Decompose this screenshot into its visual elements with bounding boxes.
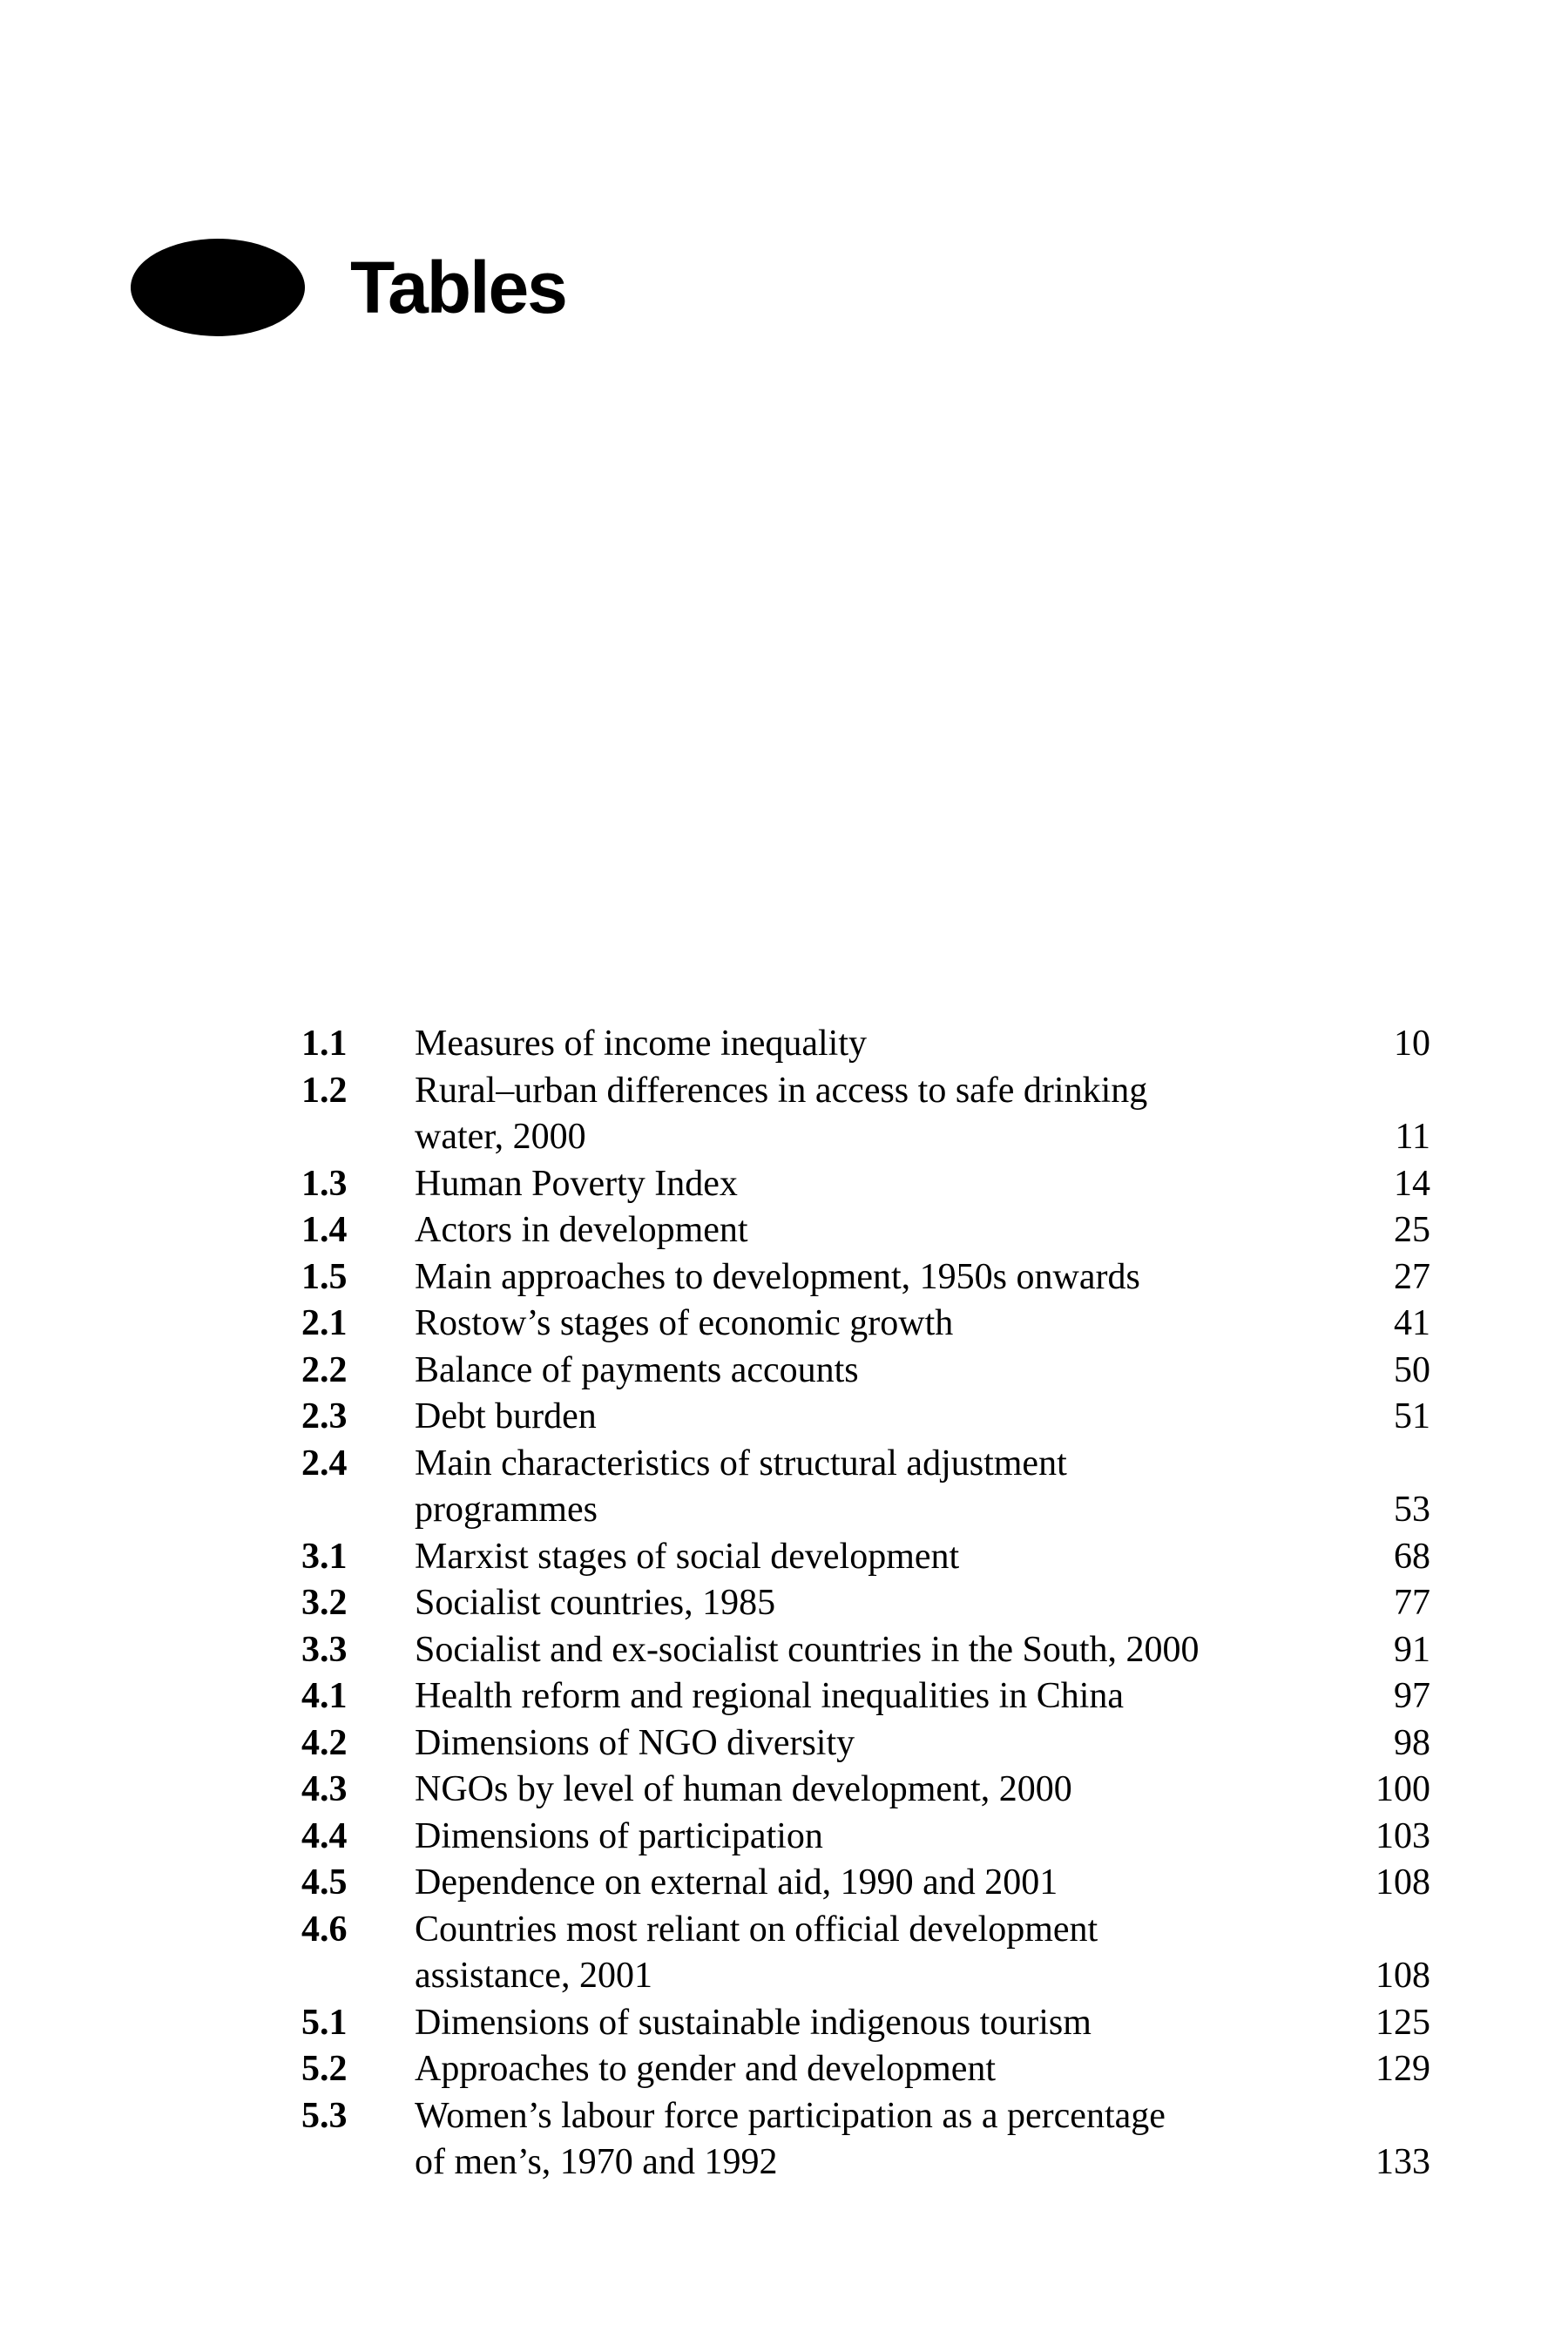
table-title-line: Measures of income inequality <box>415 1024 868 1064</box>
table-page-number: 98 <box>1394 1722 1430 1763</box>
table-number: 5.3 <box>301 2095 348 2136</box>
table-number: 4.4 <box>301 1815 348 1856</box>
page-title: Tables <box>350 247 566 328</box>
table-title <box>415 1767 1326 1814</box>
table-title-line: Balance of payments accounts <box>415 1349 859 1390</box>
table-title-line: Dimensions of NGO diversity <box>415 1722 855 1763</box>
table-page-number: 108 <box>1375 1956 1430 1996</box>
table-page-number: 53 <box>1394 1490 1430 1530</box>
table-entry[interactable] <box>301 1068 1430 1161</box>
table-entry[interactable] <box>301 1161 1430 1208</box>
table-title-line: Socialist countries, 1985 <box>415 1583 776 1623</box>
table-number: 1.1 <box>301 1024 348 1064</box>
table-title <box>415 1394 1326 1441</box>
table-title-line: Main approaches to development, 1950s onwards <box>415 1256 1140 1297</box>
table-page-number: 91 <box>1394 1629 1430 1670</box>
table-entry[interactable] <box>301 1021 1430 1068</box>
table-title <box>415 2046 1326 2093</box>
table-title <box>415 1021 1326 1068</box>
table-title <box>415 1907 1326 2000</box>
table-title-line: Countries most reliant on official development <box>415 1909 1098 1950</box>
table-page-number: 10 <box>1394 1024 1430 1064</box>
table-title-line: Dimensions of sustainable indigenous tourism <box>415 2002 1092 2043</box>
table-entry[interactable] <box>301 1673 1430 1720</box>
table-entry[interactable] <box>301 1860 1430 1907</box>
table-title <box>415 1673 1326 1720</box>
table-title <box>415 1580 1326 1627</box>
table-entry[interactable] <box>301 1627 1430 1674</box>
table-title-line: Socialist and ex-socialist countries in the South, 2000 <box>415 1629 1200 1670</box>
table-title-line: programmes <box>415 1490 598 1530</box>
table-number: 2.4 <box>301 1443 348 1484</box>
table-page-number: 41 <box>1394 1303 1430 1343</box>
table-title-line: Debt burden <box>415 1396 597 1436</box>
table-number: 4.3 <box>301 1769 348 1809</box>
table-entry[interactable] <box>301 1301 1430 1348</box>
table-title <box>415 1720 1326 1767</box>
table-page-number: 27 <box>1394 1256 1430 1297</box>
table-title <box>415 1627 1326 1674</box>
table-page-number: 51 <box>1394 1396 1430 1436</box>
table-number: 4.1 <box>301 1676 348 1716</box>
heading-bullet-icon <box>131 239 305 336</box>
table-title-line: Marxist stages of social development <box>415 1536 960 1577</box>
table-entry[interactable] <box>301 1814 1430 1861</box>
table-page-number: 133 <box>1375 2142 1430 2182</box>
table-entry[interactable] <box>301 1767 1430 1814</box>
table-page-number: 68 <box>1394 1536 1430 1577</box>
tables-list <box>301 1021 1430 2186</box>
table-number: 4.2 <box>301 1722 348 1763</box>
table-entry[interactable] <box>301 1394 1430 1441</box>
table-title <box>415 1254 1326 1301</box>
table-entry[interactable] <box>301 1441 1430 1534</box>
table-title-line: water, 2000 <box>415 1117 586 1157</box>
table-number: 1.3 <box>301 1163 348 1204</box>
table-page-number: 108 <box>1375 1862 1430 1903</box>
table-title-line: Actors in development <box>415 1210 748 1250</box>
table-title-line: Health reform and regional inequalities in China <box>415 1676 1125 1716</box>
table-entry[interactable] <box>301 2000 1430 2047</box>
table-title <box>415 1068 1326 1161</box>
table-page-number: 50 <box>1394 1349 1430 1390</box>
table-number: 3.1 <box>301 1536 348 1577</box>
table-entry[interactable] <box>301 1907 1430 2000</box>
table-title-line: NGOs by level of human development, 2000 <box>415 1769 1072 1809</box>
table-entry[interactable] <box>301 1254 1430 1301</box>
table-number: 2.3 <box>301 1396 348 1436</box>
table-title <box>415 2000 1326 2047</box>
table-page-number: 100 <box>1375 1769 1430 1809</box>
table-entry[interactable] <box>301 2046 1430 2093</box>
table-number: 1.2 <box>301 1070 348 1111</box>
table-entry[interactable] <box>301 1207 1430 1254</box>
table-number: 5.1 <box>301 2002 348 2043</box>
table-page-number: 11 <box>1395 1117 1430 1157</box>
table-entry[interactable] <box>301 1720 1430 1767</box>
table-title-line: Women’s labour force participation as a percentage <box>415 2095 1166 2136</box>
table-number: 1.4 <box>301 1210 348 1250</box>
table-number: 2.2 <box>301 1349 348 1390</box>
table-title-line: Human Poverty Index <box>415 1163 738 1204</box>
table-page-number: 77 <box>1394 1583 1430 1623</box>
table-title-line: Dimensions of participation <box>415 1815 823 1856</box>
table-page-number: 25 <box>1394 1210 1430 1250</box>
table-number: 3.2 <box>301 1583 348 1623</box>
table-page-number: 97 <box>1394 1676 1430 1716</box>
table-title-line: Approaches to gender and development <box>415 2049 997 2089</box>
table-title <box>415 1348 1326 1395</box>
table-page-number: 103 <box>1375 1815 1430 1856</box>
table-number: 1.5 <box>301 1256 348 1297</box>
table-title-line: Rural–urban differences in access to safe drinking <box>415 1070 1148 1111</box>
page-heading <box>131 235 566 340</box>
table-entry[interactable] <box>301 1534 1430 1581</box>
table-title-line: Dependence on external aid, 1990 and 2001 <box>415 1862 1058 1903</box>
table-page-number: 125 <box>1375 2002 1430 2043</box>
table-title-line: Main characteristics of structural adjustment <box>415 1443 1067 1484</box>
table-number: 5.2 <box>301 2049 348 2089</box>
table-title <box>415 1207 1326 1254</box>
table-title-line: Rostow’s stages of economic growth <box>415 1303 954 1343</box>
table-title <box>415 1860 1326 1907</box>
table-title <box>415 1441 1326 1534</box>
table-page-number: 14 <box>1394 1163 1430 1204</box>
table-title <box>415 1814 1326 1861</box>
table-number: 4.6 <box>301 1909 348 1950</box>
table-page-number: 129 <box>1375 2049 1430 2089</box>
table-entry[interactable] <box>301 2093 1430 2186</box>
table-title <box>415 1301 1326 1348</box>
table-entry[interactable] <box>301 1580 1430 1627</box>
table-title <box>415 1534 1326 1581</box>
table-number: 2.1 <box>301 1303 348 1343</box>
table-title <box>415 2093 1326 2186</box>
table-title-line: assistance, 2001 <box>415 1956 652 1996</box>
table-title <box>415 1161 1326 1208</box>
table-number: 4.5 <box>301 1862 348 1903</box>
table-title-line: of men’s, 1970 and 1992 <box>415 2142 778 2182</box>
table-number: 3.3 <box>301 1629 348 1670</box>
table-entry[interactable] <box>301 1348 1430 1395</box>
